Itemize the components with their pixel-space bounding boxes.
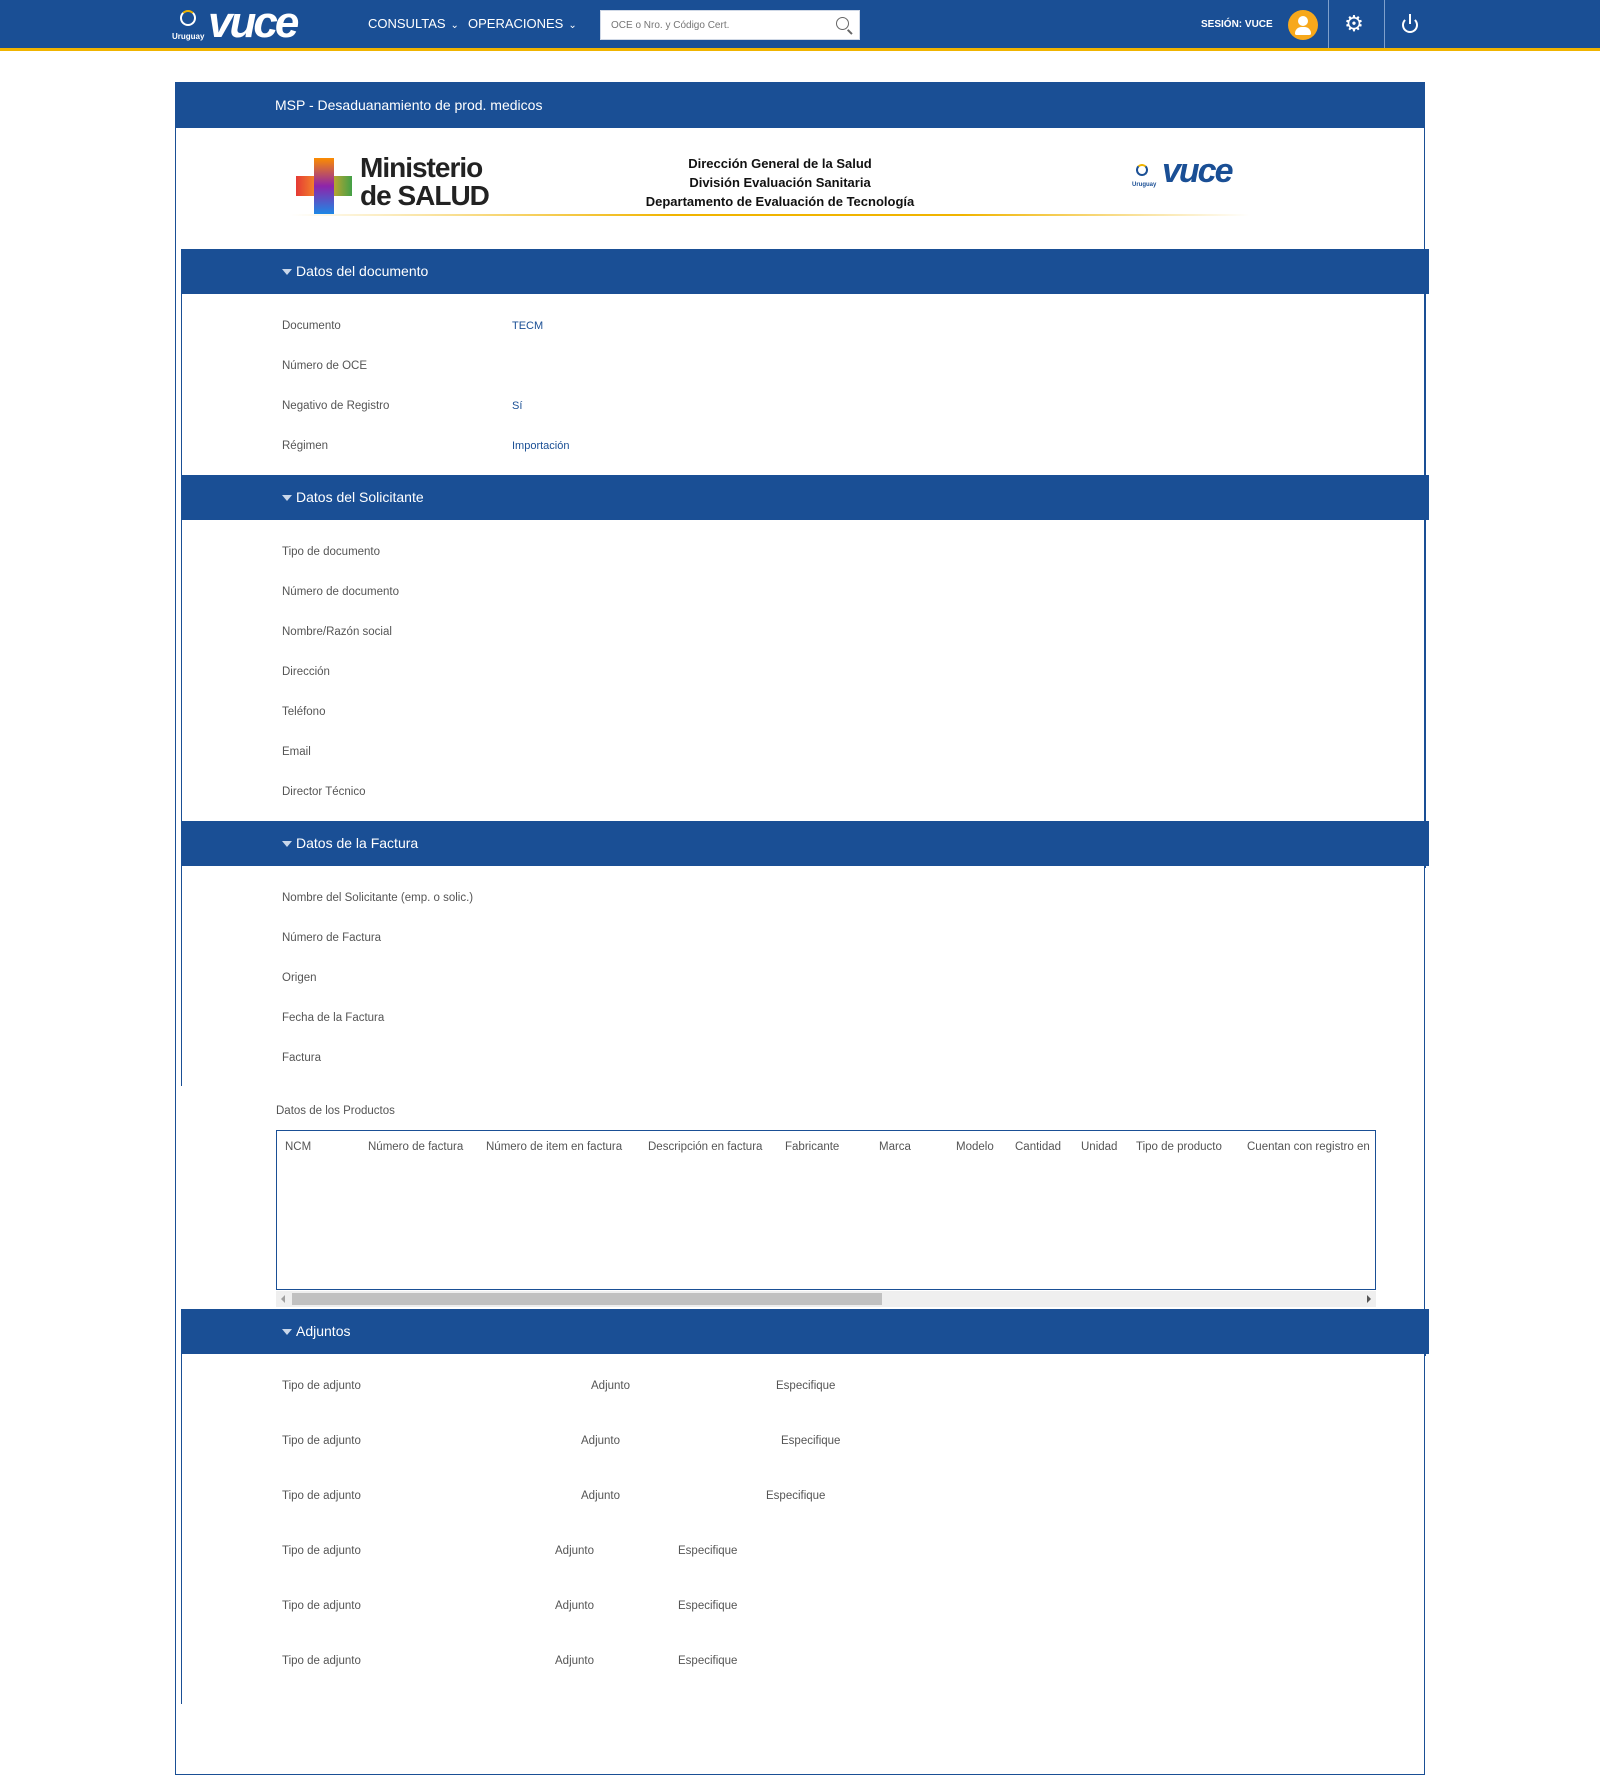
adjunto-tipo-label: Tipo de adjunto [282, 1490, 361, 1502]
adjunto-label: Adjunto [581, 1435, 621, 1447]
adjunto-label: Adjunto [591, 1380, 631, 1392]
column-header[interactable]: Número de item en factura [486, 1141, 623, 1153]
session-label: SESIÓN: VUCE [1201, 19, 1273, 30]
adjunto-label: Adjunto [555, 1600, 595, 1612]
search-input[interactable] [601, 11, 841, 39]
column-header[interactable]: Tipo de producto [1136, 1141, 1222, 1153]
chevron-down-icon: ⌄ [450, 20, 459, 31]
field-value-documento: TECM [512, 320, 544, 332]
adjunto-especifique-label: Especifique [781, 1435, 841, 1447]
panel-title: MSP - Desaduanamiento de prod. medicos [275, 97, 543, 113]
search-box [600, 10, 860, 40]
field-label: Dirección [282, 666, 330, 678]
adjunto-especifique-label: Especifique [678, 1655, 738, 1667]
section-header-adjuntos[interactable] [181, 1309, 1429, 1354]
field-label: Origen [282, 972, 317, 984]
section-border-right [1425, 294, 1426, 475]
caret-down-icon [282, 269, 292, 275]
ministry-line-1: Ministerio [360, 152, 483, 183]
scrollbar-thumb[interactable] [292, 1293, 882, 1305]
power-icon[interactable] [1400, 14, 1420, 34]
vuce-banner-country: Uruguay [1132, 182, 1157, 188]
adjunto-tipo-label: Tipo de adjunto [282, 1435, 361, 1447]
ministry-line-2: de SALUD [360, 180, 489, 211]
section-border-right [1425, 866, 1426, 868]
user-avatar-icon[interactable] [1288, 10, 1318, 40]
power-bar [1409, 14, 1411, 24]
field-label: Número de documento [282, 586, 399, 598]
adjunto-label: Adjunto [581, 1490, 621, 1502]
section-header-solicitante[interactable] [181, 475, 1429, 520]
column-header[interactable]: Marca [879, 1141, 911, 1153]
nav-operaciones-label: OPERACIONES [468, 16, 564, 31]
banner-rule [290, 214, 1250, 216]
divider [1384, 0, 1385, 48]
divider [1328, 0, 1329, 48]
direction-lines [610, 154, 950, 211]
field-label: Factura [282, 1052, 321, 1064]
caret-down-icon [282, 841, 292, 847]
section-title: Datos de la Factura [296, 835, 419, 851]
adjunto-especifique-label: Especifique [766, 1490, 826, 1502]
sun-icon [1136, 164, 1148, 176]
section-header-documento[interactable] [181, 249, 1429, 294]
field-label: Número de Factura [282, 932, 382, 944]
field-label: Director Técnico [282, 786, 366, 798]
adjunto-especifique-label: Especifique [678, 1545, 738, 1557]
column-header[interactable]: Número de factura [368, 1141, 464, 1153]
field-value-regimen: Importación [512, 440, 570, 452]
adjunto-especifique-label: Especifique [678, 1600, 738, 1612]
section-border-left [181, 1354, 182, 1704]
horizontal-scrollbar[interactable] [276, 1291, 1376, 1307]
field-label: Teléfono [282, 706, 326, 718]
field-label: Fecha de la Factura [282, 1012, 385, 1024]
column-header[interactable]: Cuentan con registro en [1247, 1141, 1370, 1153]
ministry-banner [290, 150, 1250, 222]
field-label: Documento [282, 320, 341, 332]
search-icon[interactable] [836, 17, 849, 30]
caret-down-icon [282, 1329, 292, 1335]
cross-vertical [314, 158, 334, 214]
ministry-cross-logo [296, 158, 352, 214]
section-title: Adjuntos [296, 1323, 351, 1339]
form-panel [175, 82, 1425, 1775]
adjunto-tipo-label: Tipo de adjunto [282, 1545, 361, 1557]
vuce-banner-word: vuce [1162, 152, 1232, 190]
scroll-right-icon[interactable] [1367, 1295, 1371, 1303]
direction-line-1: Dirección General de la Salud [688, 156, 872, 171]
section-header-factura[interactable] [181, 821, 1429, 866]
logo-country: Uruguay [172, 32, 205, 41]
adjunto-especifique-label: Especifique [776, 1380, 836, 1392]
section-title: Datos del Solicitante [296, 489, 424, 505]
direction-line-2: División Evaluación Sanitaria [689, 175, 871, 190]
chevron-down-icon: ⌄ [568, 20, 577, 31]
column-header[interactable]: Cantidad [1015, 1141, 1062, 1153]
top-navigation-bar [0, 0, 1600, 51]
logo-word: vuce [208, 0, 297, 47]
field-label: Régimen [282, 440, 329, 452]
section-border-left [181, 866, 182, 1086]
adjunto-tipo-label: Tipo de adjunto [282, 1380, 361, 1392]
sun-icon [180, 10, 196, 26]
column-header[interactable]: Unidad [1081, 1141, 1118, 1153]
section-border-left [181, 520, 182, 821]
gear-icon[interactable]: ⚙ [1344, 11, 1364, 36]
caret-down-icon [282, 495, 292, 501]
column-header[interactable]: NCM [285, 1141, 312, 1153]
field-label: Email [282, 746, 311, 758]
nav-consultas[interactable] [368, 16, 459, 31]
panel-header [175, 82, 1425, 128]
section-border-right [1425, 1354, 1426, 1356]
column-header[interactable]: Modelo [956, 1141, 994, 1153]
field-label: Nombre del Solicitante (emp. o solic.) [282, 892, 474, 904]
scroll-left-icon[interactable] [281, 1295, 285, 1303]
field-label: Tipo de documento [282, 546, 381, 558]
field-value-negativo: Sí [512, 400, 523, 412]
products-table[interactable] [276, 1130, 1376, 1290]
column-header[interactable]: Fabricante [785, 1141, 840, 1153]
direction-line-3: Departamento de Evaluación de Tecnología [645, 194, 915, 209]
adjunto-tipo-label: Tipo de adjunto [282, 1655, 361, 1667]
field-label: Negativo de Registro [282, 400, 390, 412]
nav-operaciones[interactable] [468, 16, 577, 31]
adjunto-label: Adjunto [555, 1545, 595, 1557]
adjunto-label: Adjunto [555, 1655, 595, 1667]
field-label: Número de OCE [282, 360, 368, 372]
adjunto-tipo-label: Tipo de adjunto [282, 1600, 361, 1612]
column-header[interactable]: Descripción en factura [648, 1141, 763, 1153]
section-border-right [1425, 520, 1426, 821]
products-table-title: Datos de los Productos [276, 1105, 395, 1117]
section-title: Datos del documento [296, 263, 429, 279]
field-label: Nombre/Razón social [282, 626, 392, 638]
nav-consultas-label: CONSULTAS [368, 16, 446, 31]
section-border-left [181, 294, 182, 475]
ministry-name [360, 154, 489, 210]
